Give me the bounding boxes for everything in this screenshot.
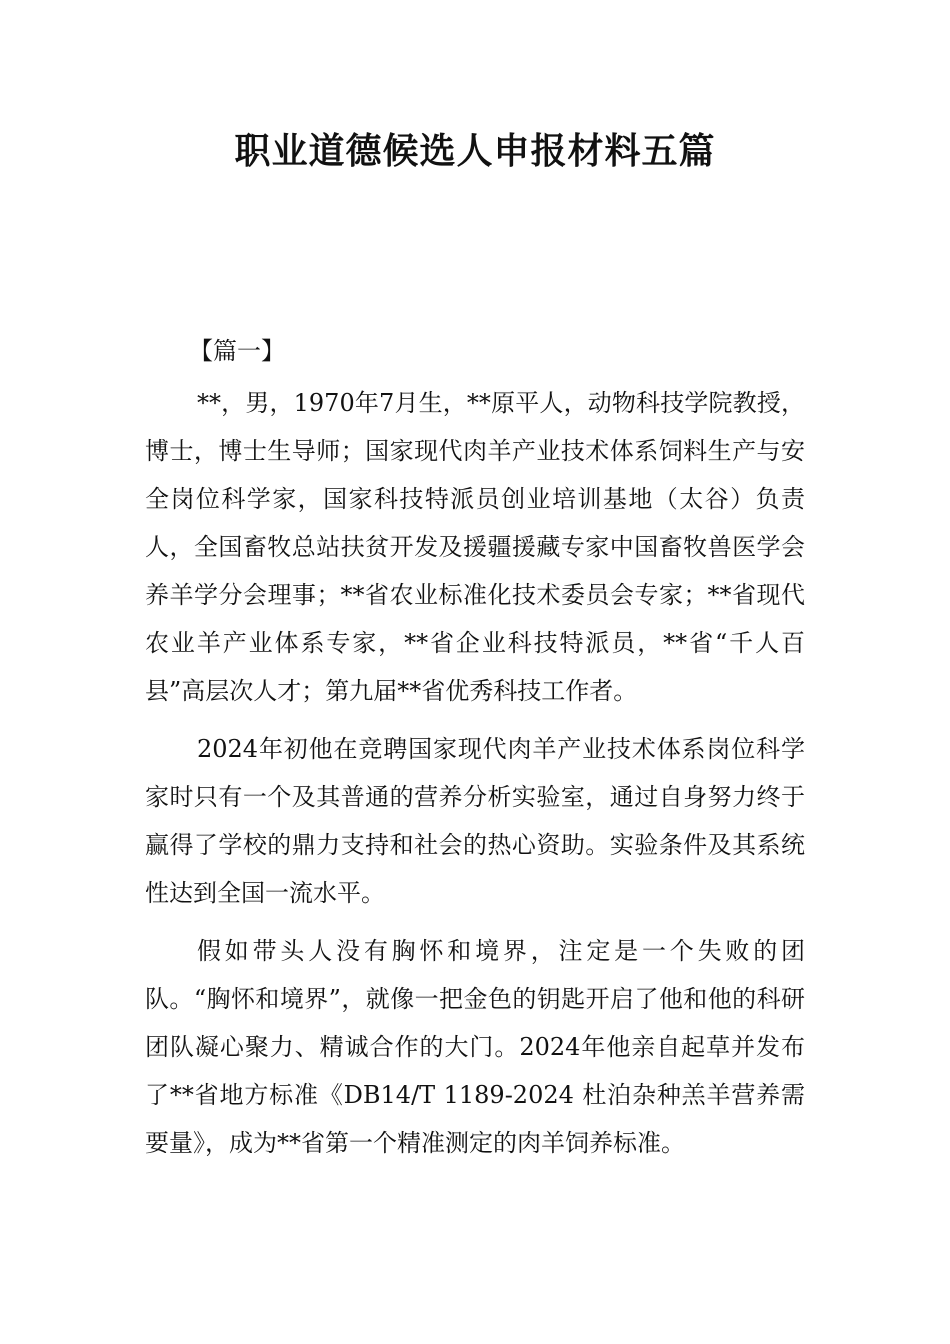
paragraph-1: **，男，1970年7月生，**原平人，动物科技学院教授，博士，博士生导师；国家现代肉羊产业技术体系饲料生产与安全岗位科学家，国家科技特派员创业培训基地（太谷）负责人，全国畜牧总站扶贫开发及援疆援藏专家中国畜牧兽医学会养羊学分会理事；**省农业标准化技术委员会专家；**省现代农业羊产业体系专家，**省企业科技特派员，**省“千人百县”高层次人才；第九届**省优秀科技工作者。 <box>145 389 805 705</box>
paragraph-3: 假如带头人没有胸怀和境界，注定是一个失败的团队。“胸怀和境界”，就像一把金色的钥匙开启了他和他的科研团队凝心聚力、精诚合作的大门。2024年他亲自起草并发布了**省地方标准《DB14/T 1189-2024 杜泊杂种羔羊营养需要量》，成为**省第一个精准测定的肉羊饲养标准。 <box>145 937 805 1157</box>
spacer <box>145 715 805 725</box>
paragraph-2: 2024年初他在竞聘国家现代肉羊产业技术体系岗位科学家时只有一个及其普通的营养分析实验室，通过自身努力终于赢得了学校的鼎力支持和社会的热心资助。实验条件及其系统性达到全国一流水平。 <box>145 735 805 907</box>
document-body <box>145 327 805 1167</box>
section-label: 【篇一】 <box>189 337 285 365</box>
document-title: 职业道德候选人申报材料五篇 <box>234 131 716 172</box>
spacer <box>145 917 805 927</box>
